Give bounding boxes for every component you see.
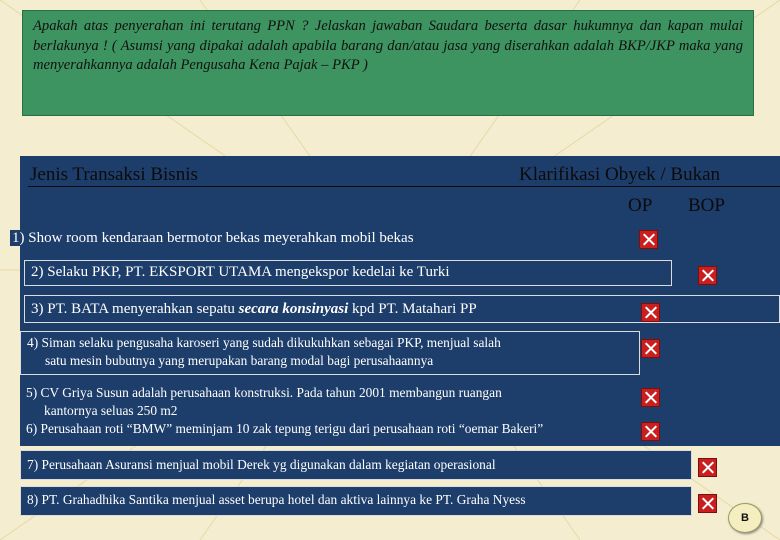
transaction-text-3-post: kpd PT. Matahari PP xyxy=(348,301,477,317)
red-x-box-icon xyxy=(641,303,660,322)
transaction-text-4-line2: satu mesin bubutnya yang merupakan barang modal bagi perusahaannya xyxy=(45,353,434,368)
transaction-text-3-pre: 3) PT. BATA menyerahkan sepatu xyxy=(31,301,239,317)
transaction-text-4-line1: 4) Siman selaku pengusaha karoseri yang sudah dikukuhkan sebagai PKP, menjual salah xyxy=(27,335,501,350)
header-bop: BOP xyxy=(688,195,725,216)
header-jenis-transaksi: Jenis Transaksi Bisnis xyxy=(30,164,198,185)
red-x-box-icon xyxy=(641,339,660,358)
transaction-text-5-line2: kantornya seluas 250 m2 xyxy=(44,403,178,418)
transaction-text-3-em: secara konsinyasi xyxy=(238,301,349,317)
transaction-item-1 xyxy=(4,226,624,250)
red-x-box-icon xyxy=(698,458,717,477)
transaction-item-2 xyxy=(24,260,672,286)
transaction-item-7 xyxy=(20,450,692,480)
question-box: Apakah atas penyerahan ini terutang PPN ? Jelaskan jawaban Saudara beserta dasar hukumnya dan kapan mulai berlakunya ! ( Asumsi yang dipakai adalah apabila barang dan/atau jasa yang diserahkan adalah BKP/JKP maka yang menyerahkannya adalah Pengusaha Kena Pajak – PKP ) xyxy=(22,10,754,116)
transaction-text-2: 2) Selaku PKP, PT. EKSPORT UTAMA mengekspor kedelai ke Turki xyxy=(31,264,450,280)
red-x-box-icon xyxy=(639,230,658,249)
transaction-text-6: 6) Perusahaan roti “BMW” meminjam 10 zak tepung terigu dari perusahaan roti “oemar Bakeri” xyxy=(26,421,544,436)
transaction-text-8: 8) PT. Grahadhika Santika menjual asset berupa hotel dan aktiva lainnya ke PT. Graha Nyess xyxy=(27,492,526,507)
red-x-box-icon xyxy=(641,388,660,407)
transaction-text-5-line1: 5) CV Griya Susun adalah perusahaan konstruksi. Pada tahun 2001 membangun ruangan xyxy=(26,385,502,400)
transaction-item-4 xyxy=(20,331,640,375)
header-op: OP xyxy=(628,195,653,216)
transaction-text-7: 7) Perusahaan Asuransi menjual mobil Derek yg digunakan dalam kegiatan operasional xyxy=(27,457,496,472)
header-divider xyxy=(28,186,780,187)
transaction-item-8 xyxy=(20,486,692,516)
red-x-box-icon xyxy=(698,494,717,513)
transaction-item-5 xyxy=(20,382,640,440)
header-klarifikasi: Klarifikasi Obyek / Bukan xyxy=(519,164,721,185)
transaction-item-3 xyxy=(24,295,780,323)
red-x-box-icon xyxy=(698,266,717,285)
red-x-box-icon xyxy=(641,422,660,441)
back-nav-button[interactable]: B xyxy=(728,503,762,533)
transaction-text-1: 1) Show room kendaraan bermotor bekas meyerahkan mobil bekas xyxy=(12,230,414,246)
